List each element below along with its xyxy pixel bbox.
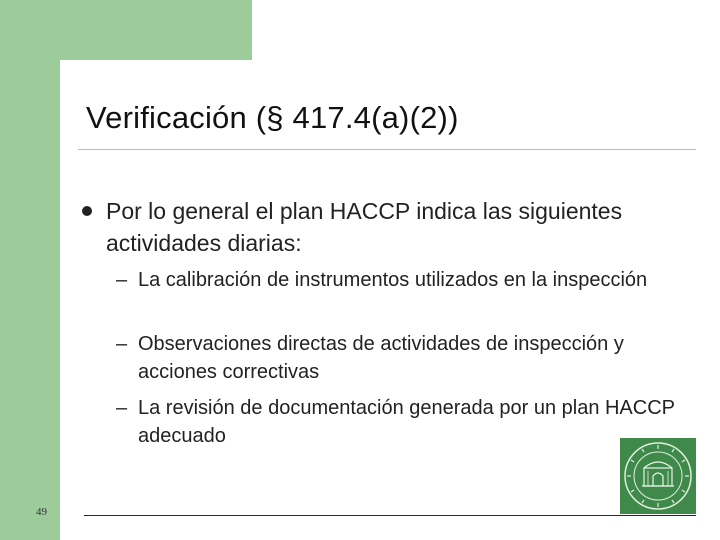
footer-divider xyxy=(84,515,696,516)
dash-marker: – xyxy=(116,333,128,355)
bullet-icon xyxy=(82,206,92,216)
sub-bullet-text: Observaciones directas de actividades de inspección y acciones correctivas xyxy=(138,333,624,383)
slide-title: Verificación (§ 417.4(a)(2)) xyxy=(86,100,459,135)
sub-bullet-text: La revisión de documentación generada por un plan HACCP adecuado xyxy=(138,397,675,447)
dash-marker: – xyxy=(116,269,128,291)
sub-bullet-text: La calibración de instrumentos utilizados en la inspección xyxy=(138,269,648,291)
decorative-left-band xyxy=(0,0,60,540)
title-divider xyxy=(78,149,696,150)
university-seal-icon xyxy=(620,438,696,514)
dash-marker: – xyxy=(116,397,128,419)
page-number: 49 xyxy=(36,506,47,518)
main-bullet-text: Por lo general el plan HACCP indica las siguientes actividades diarias: xyxy=(106,198,623,256)
